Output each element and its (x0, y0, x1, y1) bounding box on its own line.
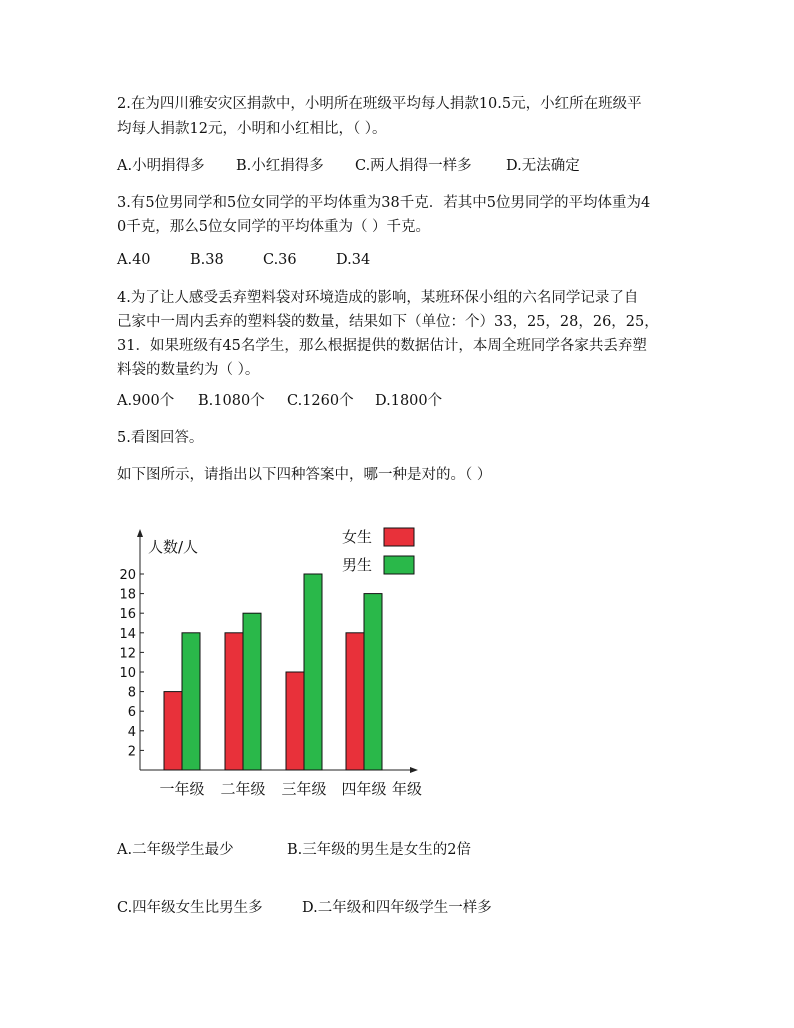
legend-label-男生: 男生 (342, 556, 373, 574)
q2-option-d: D.无法确定 (506, 158, 580, 174)
q2-option-c: C.两人捐得一样多 (355, 158, 472, 174)
q2-option-a: A.小明捐得多 (117, 158, 205, 174)
q5-option-c: C.四年级女生比男生多 (117, 900, 263, 916)
q4-option-d: D.1800个 (375, 393, 443, 409)
x-axis-label: 年级 (392, 780, 423, 798)
chart-bars (164, 574, 382, 770)
bar-二年级-女生 (225, 633, 243, 770)
x-tick-label: 三年级 (281, 780, 327, 798)
x-tick-label: 四年级 (341, 780, 387, 798)
x-axis-arrow (410, 767, 418, 773)
y-tick-label: 12 (119, 646, 136, 662)
q3-text-line-1: 3.有5位男同学和5位女同学的平均体重为38千克．若其中5位男同学的平均体重为4 (117, 195, 651, 211)
legend-swatch-男生 (384, 556, 414, 574)
q4-text-line-1: 4.为了让人感受丢弃塑料袋对环境造成的影响，某班环保小组的六名同学记录了自 (117, 290, 639, 306)
q2-text-line-1: 2.在为四川雅安灾区捐款中，小明所在班级平均每人捐款10.5元，小红所在班级平 (117, 96, 642, 112)
q5-options-row-1 (117, 838, 471, 859)
q3-options (117, 252, 370, 268)
q2-options (117, 154, 580, 175)
y-tick-label: 18 (119, 587, 136, 603)
q5-text-line-2: 如下图所示，请指出以下四种答案中，哪一种是对的。（ ） (117, 467, 492, 483)
x-tick-label: 一年级 (159, 780, 205, 798)
y-tick-label: 16 (119, 607, 136, 623)
chart-legend (342, 528, 414, 574)
bar-四年级-女生 (346, 633, 364, 770)
bar-二年级-男生 (243, 613, 261, 770)
q3-option-b: B.38 (190, 252, 224, 268)
bar-三年级-女生 (286, 672, 304, 770)
q5-option-d: D.二年级和四年级学生一样多 (302, 900, 492, 916)
bar-三年级-男生 (304, 574, 322, 770)
q4-text-line-4: 料袋的数量约为（ ）。 (117, 362, 260, 378)
q5-options-row-2 (117, 896, 492, 917)
q3-option-a: A.40 (117, 252, 151, 268)
q5-option-b: B.三年级的男生是女生的2倍 (287, 842, 471, 858)
q3-text-line-2: 0千克，那么5位女同学的平均体重为（ ）千克。 (117, 219, 431, 235)
q4-text-line-3: 31．如果班级有45名学生，那么根据提供的数据估计，本周全班同学各家共丢弃塑 (117, 338, 647, 354)
y-tick-label: 14 (119, 626, 136, 642)
y-tick-label: 4 (127, 724, 136, 740)
y-axis-arrow (137, 529, 143, 537)
legend-swatch-女生 (384, 528, 414, 546)
y-tick-label: 2 (127, 744, 136, 760)
q4-text-line-2: 己家中一周内丢弃的塑料袋的数量，结果如下（单位：个）33，25，28，26，25， (117, 314, 659, 330)
q3-option-c: C.36 (263, 252, 297, 268)
bar-一年级-男生 (182, 633, 200, 770)
q2-option-b: B.小红捐得多 (236, 158, 324, 174)
q2-text-line-2: 均每人捐款12元，小明和小红相比，（ ）。 (117, 121, 387, 137)
grade-bar-chart (110, 515, 450, 815)
x-tick-label: 二年级 (220, 780, 266, 798)
q4-option-a: A.900个 (117, 393, 175, 409)
q4-option-c: C.1260个 (287, 393, 354, 409)
q4-option-b: B.1080个 (198, 393, 265, 409)
q5-option-a: A.二年级学生最少 (117, 842, 234, 858)
legend-label-女生: 女生 (342, 528, 373, 546)
bar-一年级-女生 (164, 692, 182, 770)
q4-options (117, 389, 442, 410)
y-tick-label: 8 (127, 685, 136, 701)
y-tick-label: 10 (119, 666, 136, 681)
x-axis-tick-labels (159, 780, 386, 798)
q5-text-line-1: 5.看图回答。 (117, 430, 204, 446)
y-axis-label: 人数/人 (148, 538, 199, 556)
q3-option-d: D.34 (336, 252, 371, 268)
bar-四年级-男生 (364, 594, 382, 770)
y-tick-label: 20 (119, 568, 136, 583)
y-tick-label: 6 (127, 705, 136, 721)
